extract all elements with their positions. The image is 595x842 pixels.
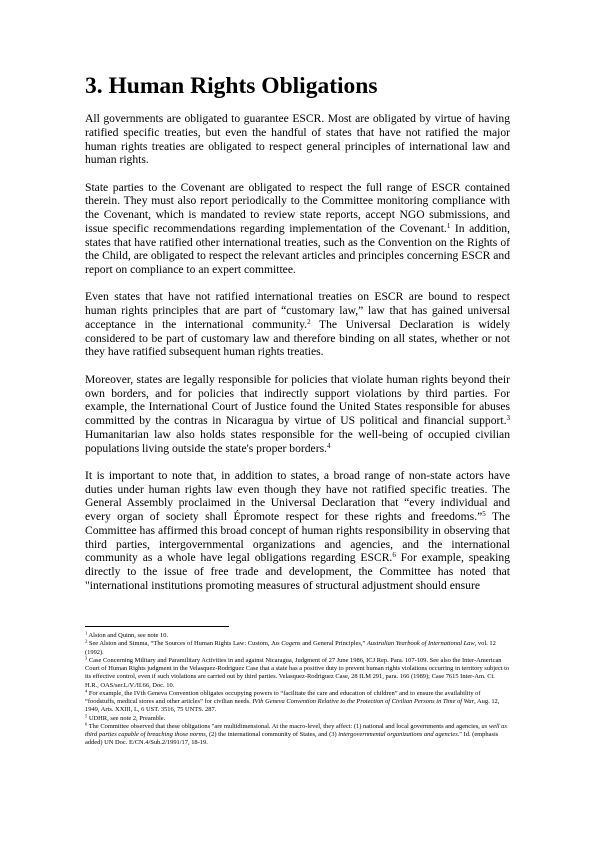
- footnote-marker: 3: [506, 414, 510, 423]
- text-run: It is important to note that, in addition to states, a broad range of non-state actors have duties under human rights law even though they have not ratified specific treaties. The General Assembly proclaimed in the Universal Declaration that “every individual and every organ of society shall Épromote respect for these rights and freedoms.”: [85, 468, 510, 524]
- text-run: , (2) the international community of States, and (3): [205, 731, 339, 738]
- italic-text: intergovernmental organizations and agencies: [338, 731, 458, 738]
- text-run: Alston and Quinn, see note 10.: [87, 632, 169, 639]
- italic-text: IVth Geneva Convention Relative to the Protection of Civilian Persons in Time of War: [252, 698, 475, 705]
- italic-text: as well as third parties capable of breaching those norms: [85, 722, 507, 738]
- paragraph: [85, 112, 510, 167]
- footnote-marker: 4: [326, 441, 331, 450]
- footnote: [85, 657, 510, 690]
- italic-text: Australian Yearbook of International Law: [366, 640, 475, 648]
- text-run: All governments are obligated to guarantee ESCR. Most are obligated by virtue of having ratified specific treaties, but even the handful of states that have not ratified the major human rights treaties are obligated to respect general principles of international law and human rights.: [85, 112, 510, 167]
- text-run: See Alston and Simma, “The Sources of Human Rights Law: Custom,: [87, 640, 272, 648]
- footnote-marker: 5: [482, 510, 486, 519]
- footnote-marker: 2: [85, 638, 88, 644]
- text-run: Case Concerning Military and Paramilitary Activities in and against Nicaragua, Judgment of 27 June 1986, ICJ Rep. Para. 107-109. See also the Inter-American Court of Human Rights judgment in the Velasquez-Rodriguez Case that a state has a positive duty to prevent human rights violations occurring in territory subject to its effective control, even if such violations are carried out by third parties. Velasquez-Rodriguez Case, 28 ILM 291, para. 166 (1989); Case 7615 Inter-Am. Ct. H.R., OAS/ser.L/V./II.66, Doc. 10.: [85, 656, 510, 689]
- text-run: State parties to the Covenant are obligated to respect the full range of ESCR contained therein. They must also report periodically to the Committee monitoring compliance with the Covenant, which is mandated to review state reports, accept NGO submissions, and issue specific recommendations regarding implementation of the Covenant.: [85, 180, 510, 235]
- text-run: , Aug. 12, 1949, Arts. XXIII, L, 6 UST. 3516, 75 UNTS. 287.: [85, 698, 500, 714]
- footnote: [85, 640, 510, 657]
- text-run: The Committee observed that these obligations "are multidimensional. At the macro-level, they affect: (1) national and local governments and agencies,: [87, 722, 482, 730]
- footnotes: [85, 632, 510, 748]
- text-run: The Committee has affirmed this broad concept of human rights responsibility in observing that third parties, intergovernmental organizations and agencies, and the international community as a whole have legal obligations regarding ESCR.: [85, 510, 510, 565]
- text-run: and General Principles,”: [300, 640, 367, 648]
- text-run: , vol. 12 (1992).: [85, 640, 496, 656]
- text-run: Humanitarian law also holds states responsible for the well-being of occupied civilian populations living outside the state's proper borders.: [85, 427, 510, 455]
- body-text: [85, 112, 510, 606]
- text-run: In addition, states that have ratified other international treaties, such as the Convention on the Rights of the Child, are obligated to respect the relevant articles and principles concerning ESCR and report on compliance to an expert committee.: [85, 221, 510, 277]
- footnote: [85, 723, 510, 748]
- italic-text: Jus Cogens: [271, 640, 301, 648]
- footnote-marker: 6: [392, 551, 396, 560]
- text-run: ." Id. (emphasis added) UN Doc. E/CN.4/Sub.2/1991/17, 18-19.: [85, 731, 499, 747]
- footnote-marker: 2: [307, 317, 311, 326]
- footnote-marker: 4: [85, 688, 88, 694]
- footnote-marker: 3: [85, 655, 88, 661]
- footnote: [85, 712, 510, 723]
- paragraph: [85, 469, 510, 593]
- footnote: [85, 632, 510, 640]
- text-run: For example, speaking directly to the issue of free trade and development, the Committee has noted that "international institutions promoting measures of structural adjustment should ensure: [85, 551, 510, 592]
- text-run: UDHR, see note 2, Preamble.: [87, 714, 166, 722]
- paragraph: [85, 181, 510, 277]
- footnote: [85, 690, 510, 715]
- text-run: Moreover, states are legally responsible for policies that violate human rights beyond their own borders, and for policies that indirectly support violations by third parties. For example, the International Court of Justice found the United States responsible for abuses committed by the contras in Nicaragua by virtue of US political and financial support.: [85, 372, 510, 428]
- footnote-marker: 5: [85, 712, 88, 718]
- footnote-separator: [85, 626, 229, 627]
- text-run: For example, the IVth Geneva Convention obligates occupying powers to “facilitate the care and education of children” and to ensure the availability of “foodstuffs, medical stores and other articles” for civilian needs.: [85, 689, 481, 705]
- footnote-marker: 1: [446, 221, 451, 230]
- text-run: The Universal Declaration is widely considered to be part of customary law and therefore binding on all states, whether or not they have ratified subsequent human rights treaties.: [85, 317, 510, 359]
- footnote-marker: 1: [85, 630, 88, 636]
- paragraph: [85, 373, 510, 456]
- paragraph: [85, 290, 510, 359]
- footnote-marker: 6: [85, 721, 88, 727]
- text-run: Even states that have not ratified international treaties on ESCR are bound to respect human rights principles that are part of “customary law,” law that has gained universal acceptance in the international community.: [85, 290, 510, 331]
- section-heading: 3. Human Rights Obligations: [85, 73, 378, 99]
